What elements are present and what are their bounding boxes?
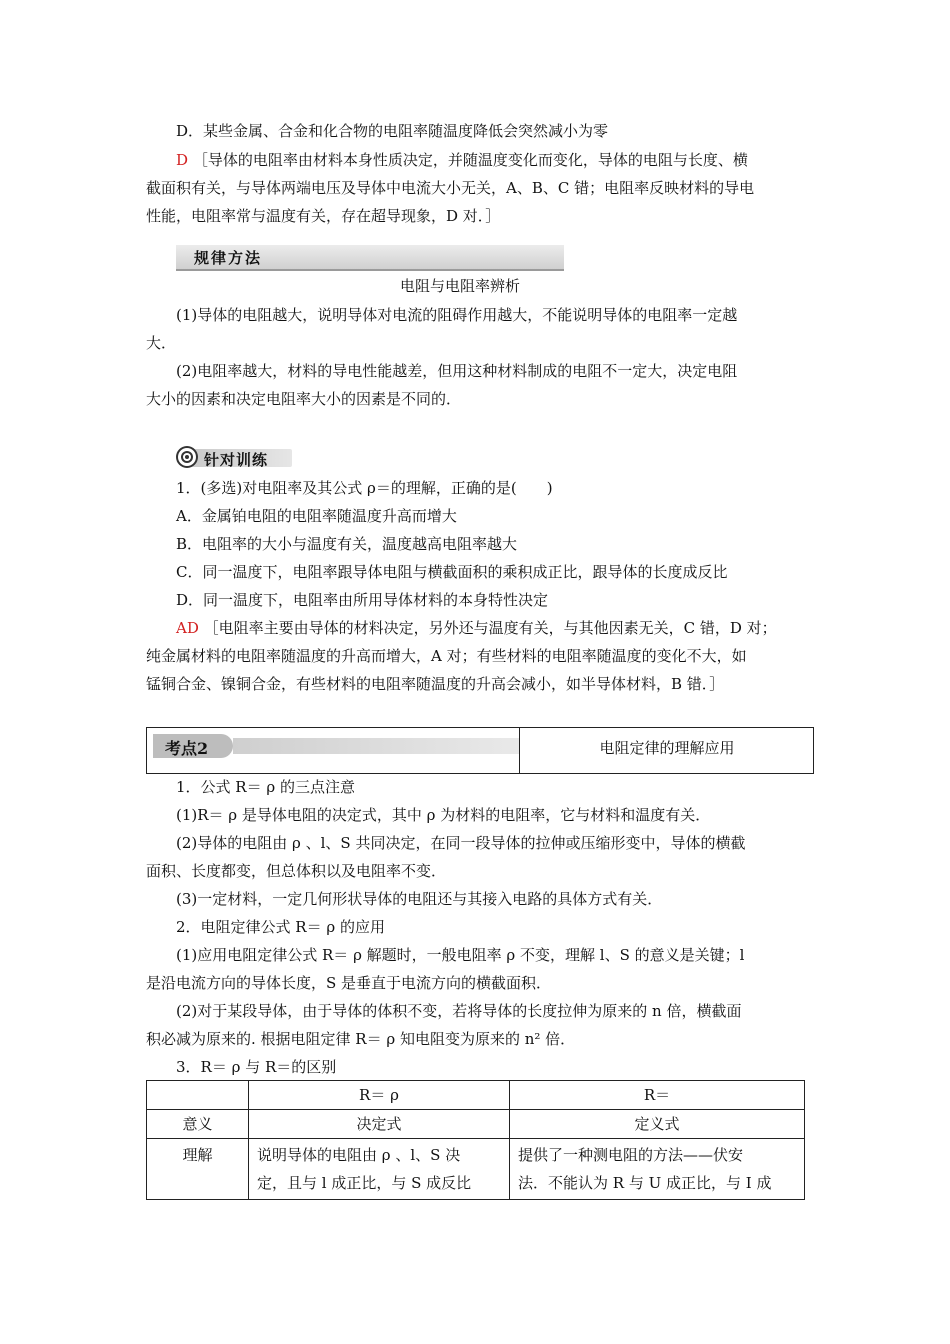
method-point-1-line-2: 大． <box>146 334 177 352</box>
table-cell: 理解 <box>147 1139 249 1200</box>
section-2-point-2-line-2: 积必减为原来的. 根据电阻定律 R＝ ρ 知电阻变为原来的 n² 倍． <box>146 1030 576 1048</box>
practice-answer-letter: AD <box>176 619 199 637</box>
table-cell: R＝ <box>510 1081 805 1110</box>
answer-explanation-line-1 <box>176 150 748 170</box>
practice-banner <box>176 446 292 468</box>
table-row <box>147 1081 805 1110</box>
option-d: D．某些金属、合金和化合物的电阻率随温度降低会突然减小为零 <box>176 122 609 140</box>
kaodian-strip <box>233 738 519 754</box>
table-cell-line: 法．不能认为 R 与 U 成正比，与 I 成 <box>518 1174 772 1192</box>
method-point-2-line-1: (2)电阻率越大，材料的导电性能越差，但用这种材料制成的电阻不一定大，决定电阻 <box>176 362 738 380</box>
section-1-point-1: (1)R＝ ρ 是导体电阻的决定式，其中 ρ 为材料的电阻率，它与材料和温度有关． <box>176 806 711 824</box>
practice-answer-line-2: 纯金属材料的电阻率随温度的升高而增大，A 对；有些材料的电阻率随温度的变化不大，如 <box>146 647 747 665</box>
section-2-point-1-line-1: (1)应用电阻定律公式 R＝ ρ 解题时，一般电阻率 ρ 不变，理解 l、S 的意义是关键；l <box>176 946 745 964</box>
section-1-point-3: (3)一定材料，一定几何形状导体的电阻还与其接入电路的具体方式有关． <box>176 890 663 908</box>
section-2-heading: 2．电阻定律公式 R＝ ρ 的应用 <box>176 918 385 936</box>
kaodian-tag-label: 考点2 <box>165 739 209 758</box>
answer-explanation-line-2: 截面积有关，与导体两端电压及导体中电流大小无关，A、B、C 错；电阻率反映材料的导电 <box>146 179 755 197</box>
practice-answer-line-1 <box>176 618 777 638</box>
table-cell-line: 提供了一种测电阻的方法——伏安 <box>518 1146 744 1164</box>
kaodian-title: 电阻定律的理解应用 <box>599 739 735 757</box>
practice-option-d: D．同一温度下，电阻率由所用导体材料的本身特性决定 <box>176 591 549 609</box>
table-cell <box>147 1081 249 1110</box>
target-icon <box>176 446 198 468</box>
table-cell: 意义 <box>147 1110 249 1139</box>
table-row <box>147 1139 805 1200</box>
section-3-heading: 3．R＝ ρ 与 R＝的区别 <box>176 1058 337 1076</box>
table-cell-line: 说明导体的电阻由 ρ 、l、S 决 <box>257 1146 461 1164</box>
answer-letter: D <box>176 151 189 169</box>
practice-answer-line-3: 锰铜合金、镍铜合金，有些材料的电阻率随温度的升高会减小，如半导体材料，B 错．］ <box>146 675 725 693</box>
practice-explanation-text: ［电阻率主要由导体的材料决定，另外还与温度有关，与其他因素无关，C 错，D 对； <box>203 619 777 637</box>
section-1-point-2-line-1: (2)导体的电阻由 ρ 、l、S 共同决定，在同一段导体的拉伸或压缩形变中，导体的横截 <box>176 834 746 852</box>
table-cell <box>249 1139 510 1200</box>
kaodian-header <box>146 727 814 774</box>
section-2-point-2-line-1: (2)对于某段导体，由于导体的体积不变，若将导体的长度拉伸为原来的 n 倍，横截面 <box>176 1002 742 1020</box>
explanation-text: ［导体的电阻率由材料本身性质决定，并随温度变化而变化，导体的电阻与长度、横 <box>192 151 748 169</box>
table-cell: 定义式 <box>510 1110 805 1139</box>
method-title: 电阻与电阻率辨析 <box>400 277 521 295</box>
method-banner <box>176 245 564 271</box>
table-cell: 决定式 <box>249 1110 510 1139</box>
method-point-1-line-1: (1)导体的电阻越大，说明导体对电流的阻碍作用越大，不能说明导体的电阻率一定越 <box>176 306 738 324</box>
table-row <box>147 1110 805 1139</box>
method-point-2-line-2: 大小的因素和决定电阻率大小的因素是不同的． <box>146 390 462 408</box>
table-cell: R＝ ρ <box>249 1081 510 1110</box>
practice-option-b: B．电阻率的大小与温度有关，温度越高电阻率越大 <box>176 535 518 553</box>
comparison-table <box>146 1080 805 1200</box>
answer-explanation-line-3: 性能，电阻率常与温度有关，存在超导现象，D 对．］ <box>146 207 501 225</box>
practice-option-c: C．同一温度下，电阻率跟导体电阻与横截面积的乘积成正比，跟导体的长度成反比 <box>176 563 728 581</box>
section-1-heading: 1．公式 R＝ ρ 的三点注意 <box>176 778 355 796</box>
method-banner-label: 规律方法 <box>194 249 263 267</box>
section-1-point-2-line-2: 面积、长度都变，但总体积以及电阻率不变． <box>146 862 447 880</box>
table-cell <box>510 1139 805 1200</box>
section-2-point-1-line-2: 是沿电流方向的导体长度，S 是垂直于电流方向的横截面积． <box>146 974 552 992</box>
practice-option-a: A．金属铂电阻的电阻率随温度升高而增大 <box>176 507 457 525</box>
practice-banner-label: 针对训练 <box>204 451 269 469</box>
practice-question-1: 1．(多选)对电阻率及其公式 ρ＝的理解，正确的是( ) <box>176 479 553 497</box>
kaodian-tag <box>153 734 233 758</box>
table-cell-line: 定，且与 l 成正比，与 S 成反比 <box>257 1174 472 1192</box>
